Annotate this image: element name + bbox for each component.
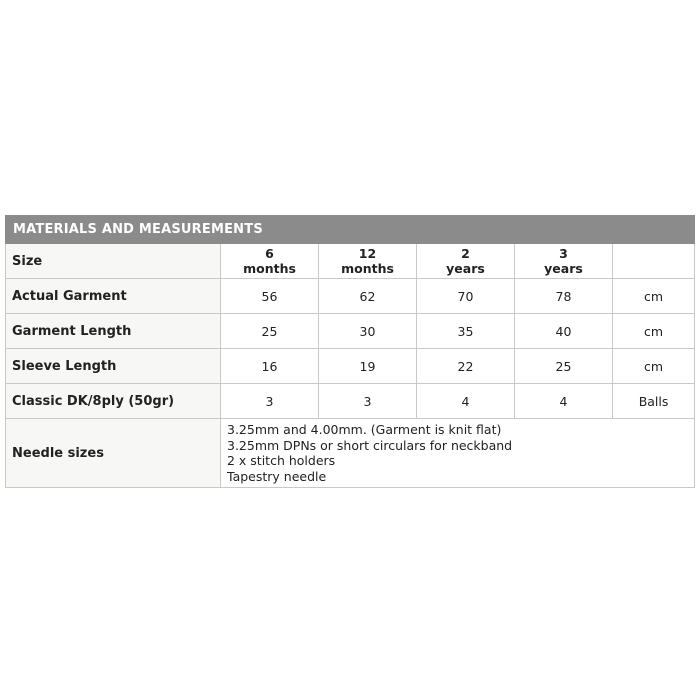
materials-measurements-table-container: [5, 215, 694, 488]
size-number: 12: [358, 246, 377, 261]
table-cell: 19: [319, 349, 417, 384]
table-row: [6, 314, 695, 349]
size-number: 2: [461, 246, 470, 261]
size-unit: years: [544, 261, 583, 276]
needle-sizes-details: [221, 419, 695, 488]
needle-line: 3.25mm and 4.00mm. (Garment is knit flat): [227, 422, 502, 437]
unit-cell: cm: [613, 279, 695, 314]
table-row: [6, 349, 695, 384]
table-cell: 25: [221, 314, 319, 349]
size-header-cell: [515, 244, 613, 279]
table-row: [6, 279, 695, 314]
unit-cell: Balls: [613, 384, 695, 419]
unit-header-cell: [613, 244, 695, 279]
table-title: MATERIALS AND MEASUREMENTS: [6, 216, 695, 244]
needle-line: 2 x stitch holders: [227, 453, 336, 468]
needle-line: 3.25mm DPNs or short circulars for neckband: [227, 437, 513, 453]
table-cell: 35: [417, 314, 515, 349]
size-header-row: [6, 244, 695, 279]
row-label: Sleeve Length: [6, 349, 221, 384]
materials-measurements-table: [5, 215, 695, 488]
row-label: Garment Length: [6, 314, 221, 349]
size-unit: months: [341, 261, 394, 276]
table-cell: 4: [417, 384, 515, 419]
table-cell: 4: [515, 384, 613, 419]
unit-cell: cm: [613, 314, 695, 349]
size-header-cell: [417, 244, 515, 279]
table-cell: 30: [319, 314, 417, 349]
table-cell: 70: [417, 279, 515, 314]
size-unit: months: [243, 261, 296, 276]
size-number: 6: [265, 246, 274, 261]
size-header-cell: [221, 244, 319, 279]
table-cell: 3: [319, 384, 417, 419]
table-cell: 16: [221, 349, 319, 384]
table-cell: 40: [515, 314, 613, 349]
size-header-label: Size: [6, 244, 221, 279]
row-label: Actual Garment: [6, 279, 221, 314]
table-row: [6, 384, 695, 419]
table-title-row: [6, 216, 695, 244]
needle-sizes-label: Needle sizes: [6, 419, 221, 488]
table-cell: 56: [221, 279, 319, 314]
table-cell: 78: [515, 279, 613, 314]
table-cell: 25: [515, 349, 613, 384]
table-cell: 62: [319, 279, 417, 314]
row-label: Classic DK/8ply (50gr): [6, 384, 221, 419]
table-cell: 22: [417, 349, 515, 384]
needle-line: Tapestry needle: [227, 468, 327, 484]
needle-sizes-row: [6, 419, 695, 488]
size-unit: years: [446, 261, 485, 276]
size-number: 3: [559, 246, 568, 261]
size-header-cell: [319, 244, 417, 279]
unit-cell: cm: [613, 349, 695, 384]
table-cell: 3: [221, 384, 319, 419]
